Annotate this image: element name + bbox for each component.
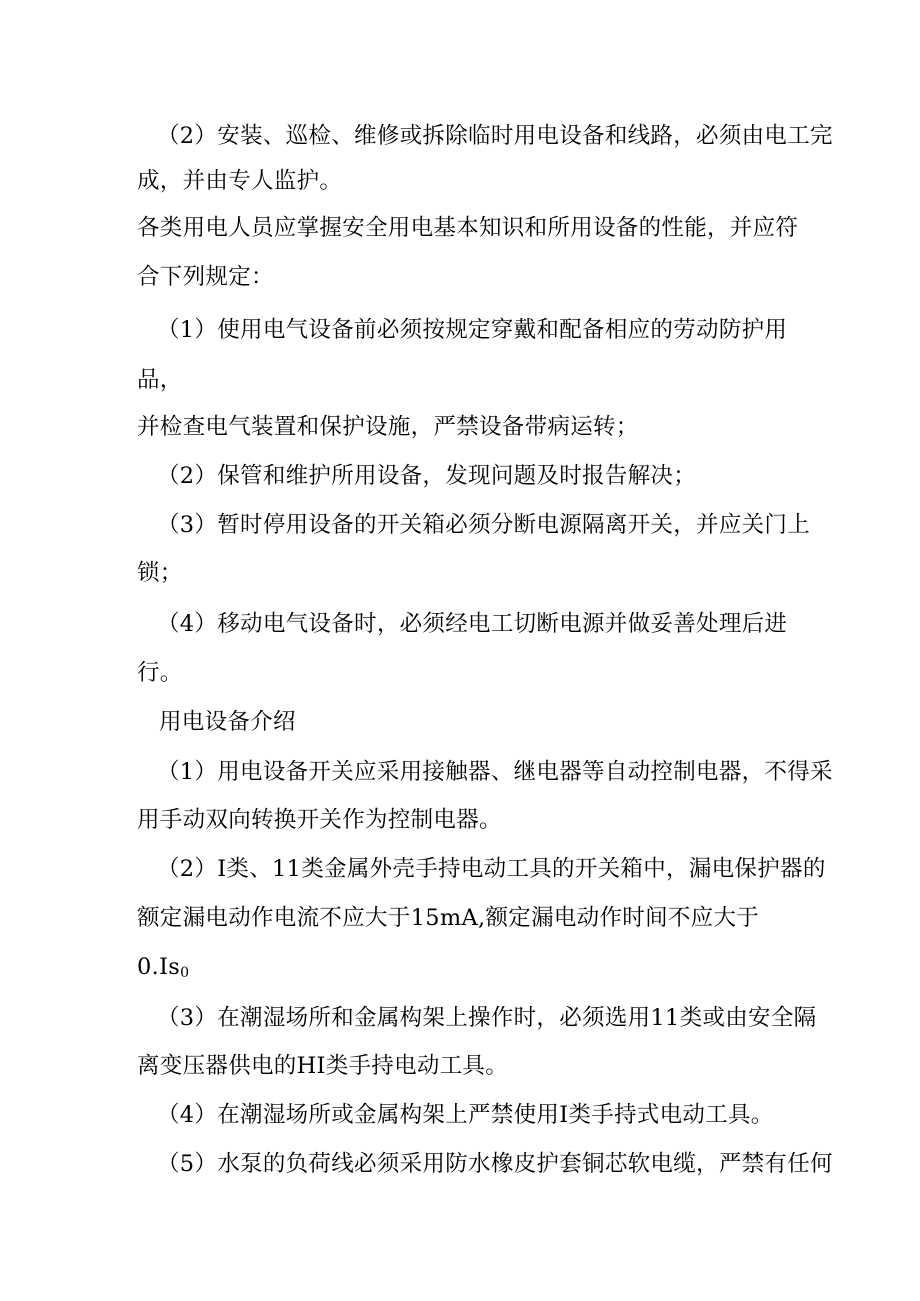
section-heading: 用电设备介绍: [159, 709, 296, 735]
paragraph-line: 各类用电人员应掌握安全用电基本知识和所用设备的性能，并应符: [137, 215, 799, 241]
paragraph-line: （1）使用电气设备前必须按规定穿戴和配备相应的劳动防护用: [157, 317, 788, 343]
paragraph-line: （5）水泵的负荷线必须采用防水橡皮护套铜芯软电缆，严禁有任何: [157, 1151, 833, 1177]
paragraph-line: [137, 952, 189, 988]
subscript-text: 0: [180, 965, 190, 981]
paragraph-line: 用手动双向转换开关作为控制电器。: [137, 807, 502, 833]
paragraph-line: （4）在潮湿场所或金属构架上严禁使用I类手持式电动工具。: [157, 1102, 774, 1128]
paragraph-line: 品，: [137, 367, 183, 393]
paragraph-line: （4）移动电气设备时，必须经电工切断电源并做妥善处理后进: [157, 611, 788, 637]
paragraph-line: （2）I类、11类金属外壳手持电动工具的开关箱中，漏电保护器的: [157, 856, 826, 882]
value-text: 0.Is: [137, 954, 181, 980]
paragraph-line: 额定漏电动作电流不应大于15mA,额定漏电动作时间不应大于: [137, 905, 760, 931]
paragraph-line: （2）安装、巡检、维修或拆除临时用电设备和线路，必须由电工完: [157, 123, 833, 149]
paragraph-line: （1）用电设备开关应采用接触器、继电器等自动控制电器，不得采: [157, 759, 833, 785]
paragraph-line: （2）保管和维护所用设备，发现问题及时报告解决；: [157, 463, 697, 489]
paragraph-line: 锁；: [137, 560, 183, 586]
paragraph-line: 成，并由专人监护。: [137, 168, 343, 194]
paragraph-line: 合下列规定：: [137, 264, 274, 290]
paragraph-line: （3）在潮湿场所和金属构架上操作时，必须选用11类或由安全隔: [157, 1005, 817, 1031]
paragraph-line: （3）暂时停用设备的开关箱必须分断电源隔离开关，并应关门上: [157, 512, 811, 538]
paragraph-line: 离变压器供电的HI类手持电动工具。: [137, 1053, 509, 1079]
paragraph-line: 并检查电气装置和保护设施，严禁设备带病运转；: [137, 414, 639, 440]
paragraph-line: 行。: [137, 660, 183, 686]
